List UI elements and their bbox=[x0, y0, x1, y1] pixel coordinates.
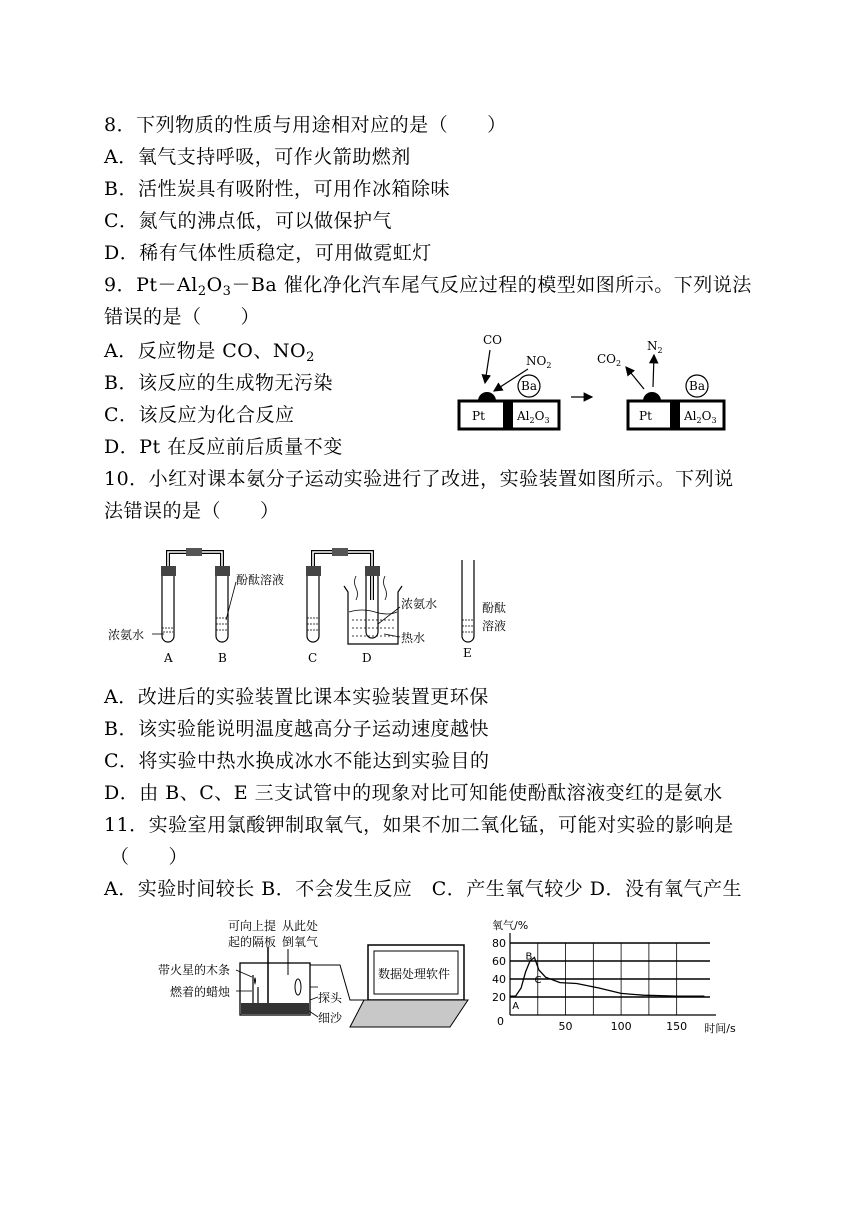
x-axis-title: 时间/s bbox=[704, 1022, 736, 1035]
svg-text:NO2: $NO_2$ bbox=[526, 354, 552, 370]
q10-option-a: A．改进后的实验装置比课本实验装置更环保 bbox=[104, 686, 489, 708]
label-co2: CO bbox=[597, 352, 617, 366]
svg-text:Ba: Ba bbox=[689, 379, 705, 393]
q9-option-b: B．该反应的生成物无污染 bbox=[104, 372, 333, 394]
svg-text:CO2: $CO_2$ bbox=[597, 352, 622, 368]
label-conc-ammonia-d: 浓氨水 bbox=[401, 597, 438, 611]
y-axis-title: 氧气/% bbox=[492, 919, 529, 932]
point-label-a: A bbox=[512, 1001, 520, 1013]
label-phenolphthalein: 酚酞溶液 bbox=[236, 573, 285, 587]
q9-option-d: D．Pt 在反应前后质量不变 bbox=[104, 436, 343, 458]
tube-e bbox=[462, 560, 474, 642]
origin-label: 0 bbox=[497, 1015, 504, 1028]
svg-text:可向上提: 可向上提 bbox=[228, 919, 277, 933]
svg-text:Pt: Pt bbox=[639, 409, 652, 423]
label-b: B bbox=[218, 651, 227, 665]
q9-option-c: C．该反应为化合反应 bbox=[104, 404, 295, 426]
q8-option-b: B．活性炭具有吸附性，可用作冰箱除味 bbox=[104, 178, 450, 200]
y-tick-label: 20 bbox=[492, 991, 506, 1004]
label-no: NO bbox=[526, 354, 547, 368]
label-c: C bbox=[308, 651, 318, 665]
label-n2: N bbox=[647, 339, 658, 353]
q9-catalyst-figure bbox=[450, 325, 740, 435]
x-tick-label: 50 bbox=[558, 1020, 573, 1033]
svg-text:细沙: 细沙 bbox=[318, 1011, 343, 1025]
svg-text:探头: 探头 bbox=[318, 991, 343, 1005]
q10-option-d: D．由 B、C、E 三支试管中的现象对比可知能使酚酞溶液变红的是氨水 bbox=[104, 782, 723, 804]
q11-options: A．实验时间较长 B．不会发生反应 C．产生氧气较少 D．没有氧气产生 bbox=[104, 878, 743, 900]
y-tick-label: 80 bbox=[492, 937, 506, 950]
q9-option-a: A．反应物是 CO、$NO_2$ bbox=[104, 340, 315, 365]
label-co: CO bbox=[483, 333, 503, 347]
q9-stem-cont: 错误的是（ ） bbox=[104, 306, 261, 328]
svg-text:Al2O3: $Al_2O_3$ bbox=[684, 409, 717, 425]
label-hot-water: 热水 bbox=[401, 631, 426, 645]
laptop bbox=[350, 945, 468, 1027]
q11-stem-cont: （ ） bbox=[110, 846, 189, 868]
q10-ammonia-apparatus bbox=[100, 540, 520, 670]
label-phenol-e1: 酚酞 bbox=[482, 601, 507, 615]
tube-c bbox=[306, 566, 321, 642]
svg-text:N2: $N_2$ bbox=[647, 339, 663, 355]
q10-stem: 10．小红对课本氨分子运动实验进行了改进，实验装置如图所示。下列说 bbox=[104, 468, 734, 490]
q8-option-c: C．氮气的沸点低，可以做保护气 bbox=[104, 210, 393, 232]
svg-text:带火星的木条: 带火星的木条 bbox=[158, 963, 231, 977]
svg-text:倒氧气: 倒氧气 bbox=[282, 935, 319, 949]
svg-text:从此处: 从此处 bbox=[282, 919, 319, 933]
label-pt: Pt bbox=[472, 409, 485, 423]
tube-b bbox=[215, 566, 230, 642]
x-tick-label: 150 bbox=[666, 1020, 688, 1033]
point-label-c: C bbox=[534, 975, 542, 987]
label-conc-ammonia-a: 浓氨水 bbox=[108, 628, 145, 642]
label-a: A bbox=[164, 651, 173, 665]
oxygen-chart bbox=[490, 915, 740, 1045]
q10-option-c: C．将实验中热水换成冰水不能达到实验目的 bbox=[104, 750, 490, 772]
q8-option-a: A．氧气支持呼吸，可作火箭助燃剂 bbox=[104, 146, 411, 168]
label-e: E bbox=[463, 646, 472, 660]
q11-stem: 11．实验室用氯酸钾制取氧气，如果不加二氧化锰，可能对实验的影响是 bbox=[104, 814, 734, 836]
chart-axes bbox=[510, 933, 716, 1015]
y-tick-label: 40 bbox=[492, 973, 506, 986]
svg-text:Al2O3: $Al_2O_3$ bbox=[517, 409, 550, 425]
q10-stem-cont: 法错误的是（ ） bbox=[104, 500, 280, 522]
sand-layer bbox=[241, 1003, 309, 1014]
label-phenol-e2: 溶液 bbox=[482, 619, 507, 633]
oxygen-apparatus-figure bbox=[150, 915, 470, 1035]
x-tick-label: 100 bbox=[610, 1020, 632, 1033]
y-tick-label: 60 bbox=[492, 955, 506, 968]
software-label: 数据处理软件 bbox=[378, 967, 451, 981]
q9-stem: 9．$Pt-Al_2O_3-Ba$ 催化净化汽车尾气反应过程的模型如图所示。下列说法 bbox=[104, 274, 752, 299]
svg-text:起的隔板: 起的隔板 bbox=[228, 935, 277, 949]
tube-a bbox=[161, 566, 176, 642]
chart-ticks bbox=[492, 918, 736, 1035]
q8-stem: 8．下列物质的性质与用途相对应的是（ ） bbox=[104, 114, 507, 136]
svg-text:燃着的蜡烛: 燃着的蜡烛 bbox=[170, 985, 231, 999]
q10-option-b: B．该实验能说明温度越高分子运动速度越快 bbox=[104, 718, 489, 740]
point-label-b: B bbox=[525, 951, 533, 963]
q8-option-d: D．稀有气体性质稳定，可用做霓虹灯 bbox=[104, 242, 432, 264]
svg-text:Ba: Ba bbox=[521, 379, 537, 393]
label-d: D bbox=[362, 651, 372, 665]
